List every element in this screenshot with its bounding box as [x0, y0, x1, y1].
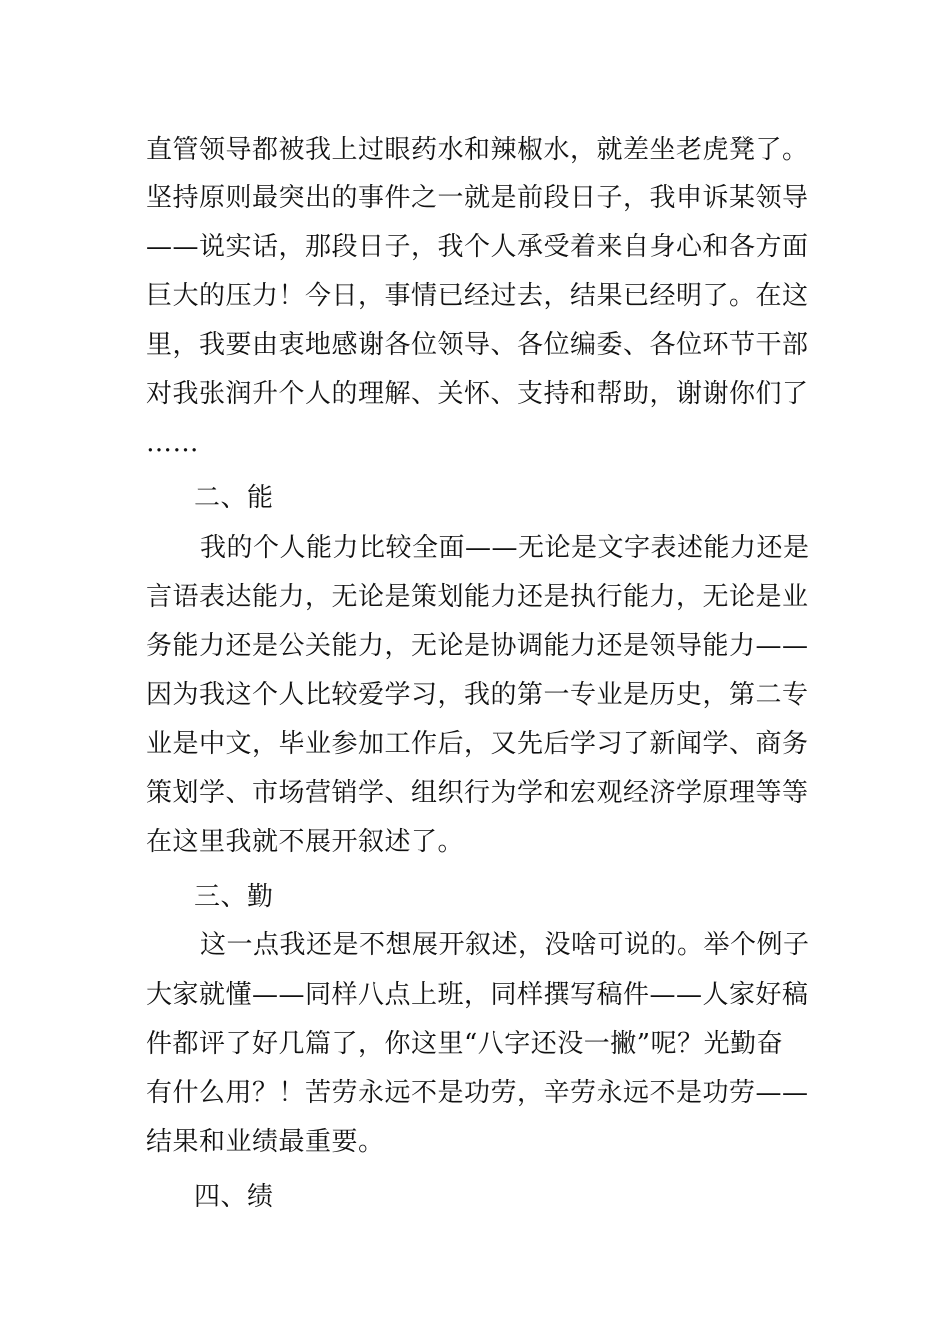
text-line: 大家就懂——同样八点上班，同样撰写稿件——人家好稿	[146, 980, 809, 1010]
text-line: 我的个人能力比较全面——无论是文字表述能力还是	[200, 533, 810, 563]
text-line: 坚持原则最突出的事件之一就是前段日子，我申诉某领导	[146, 183, 809, 213]
section-heading: 二、能	[194, 483, 274, 513]
section-heading: 四、绩	[194, 1182, 274, 1212]
text-line: 因为我这个人比较爱学习，我的第一专业是历史，第二专	[146, 680, 809, 710]
text-line: 巨大的压力！今日，事情已经过去，结果已经明了。在这	[146, 281, 809, 311]
text-line: 有什么用？！苦劳永远不是功劳，辛劳永远不是功劳——	[146, 1078, 809, 1108]
text-line: 对我张润升个人的理解、关怀、支持和帮助，谢谢你们了	[146, 379, 809, 409]
text-line: 结果和业绩最重要。	[146, 1127, 385, 1157]
text-line: 策划学、市场营销学、组织行为学和宏观经济学原理等等	[146, 778, 809, 808]
text-line: ……	[146, 428, 199, 458]
text-line: 这一点我还是不想展开叙述，没啥可说的。举个例子	[200, 930, 810, 960]
text-line: 件都评了好几篇了，你这里“八字还没一撇”呢？光勤奋	[146, 1029, 784, 1059]
text-line: ——说实话，那段日子，我个人承受着来自身心和各方面	[146, 232, 809, 262]
text-line: 在这里我就不展开叙述了。	[146, 827, 465, 857]
text-line: 务能力还是公关能力，无论是协调能力还是领导能力——	[146, 631, 809, 661]
text-line: 直管领导都被我上过眼药水和辣椒水，就差坐老虎凳了。	[146, 135, 809, 165]
text-line: 业是中文，毕业参加工作后，又先后学习了新闻学、商务	[146, 729, 809, 759]
text-line: 里，我要由衷地感谢各位领导、各位编委、各位环节干部	[146, 330, 809, 360]
text-line: 言语表达能力，无论是策划能力还是执行能力，无论是业	[146, 582, 809, 612]
section-heading: 三、勤	[194, 882, 274, 912]
